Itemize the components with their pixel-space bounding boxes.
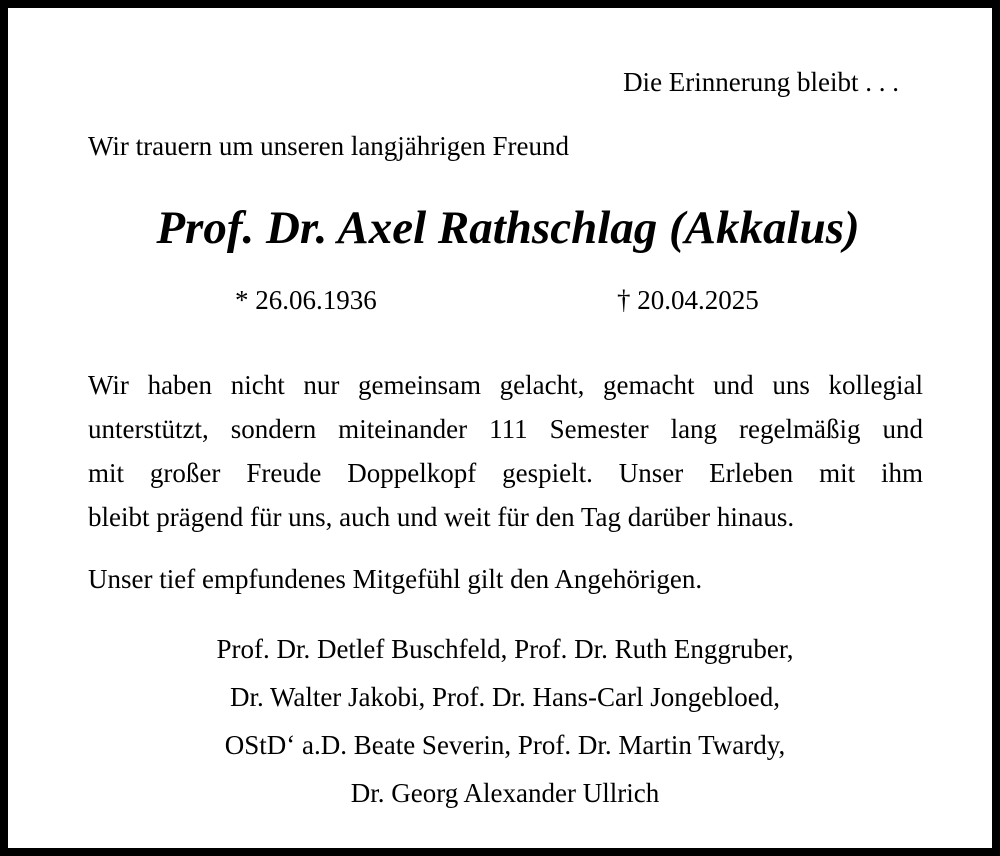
intro-text: Wir trauern um unseren langjährigen Freund bbox=[88, 131, 570, 161]
death-date: † 20.04.2025 bbox=[617, 285, 759, 315]
signer-line: OStD‘ a.D. Beate Severin, Prof. Dr. Martin Twardy, bbox=[224, 730, 786, 760]
paragraph-line: unterstützt, sondern miteinander 111 Semester lang regelmäßig und bbox=[88, 414, 923, 444]
signer-line: Prof. Dr. Detlef Buschfeld, Prof. Dr. Ruth Enggruber, bbox=[216, 634, 794, 664]
tribute-paragraph bbox=[88, 363, 923, 539]
paragraph-line: Wir haben nicht nur gemeinsam gelacht, gemacht und uns kollegial bbox=[88, 370, 923, 400]
sympathy-text: Unser tief empfundenes Mitgefühl gilt den Angehörigen. bbox=[88, 564, 703, 594]
signer-line: Dr. Georg Alexander Ullrich bbox=[350, 778, 660, 808]
paragraph-line: mit großer Freude Doppelkopf gespielt. Unser Erleben mit ihm bbox=[88, 458, 923, 488]
paragraph-line: bleibt prägend für uns, auch und weit für den Tag darüber hinaus. bbox=[88, 502, 795, 532]
birth-date: * 26.06.1936 bbox=[235, 285, 377, 315]
motto: Die Erinnerung bleibt . . . bbox=[623, 67, 899, 97]
signer-line: Dr. Walter Jakobi, Prof. Dr. Hans-Carl Jongebloed, bbox=[230, 682, 780, 712]
deceased-name: Prof. Dr. Axel Rathschlag (Akkalus) bbox=[156, 202, 860, 254]
signers-block bbox=[8, 625, 1000, 817]
